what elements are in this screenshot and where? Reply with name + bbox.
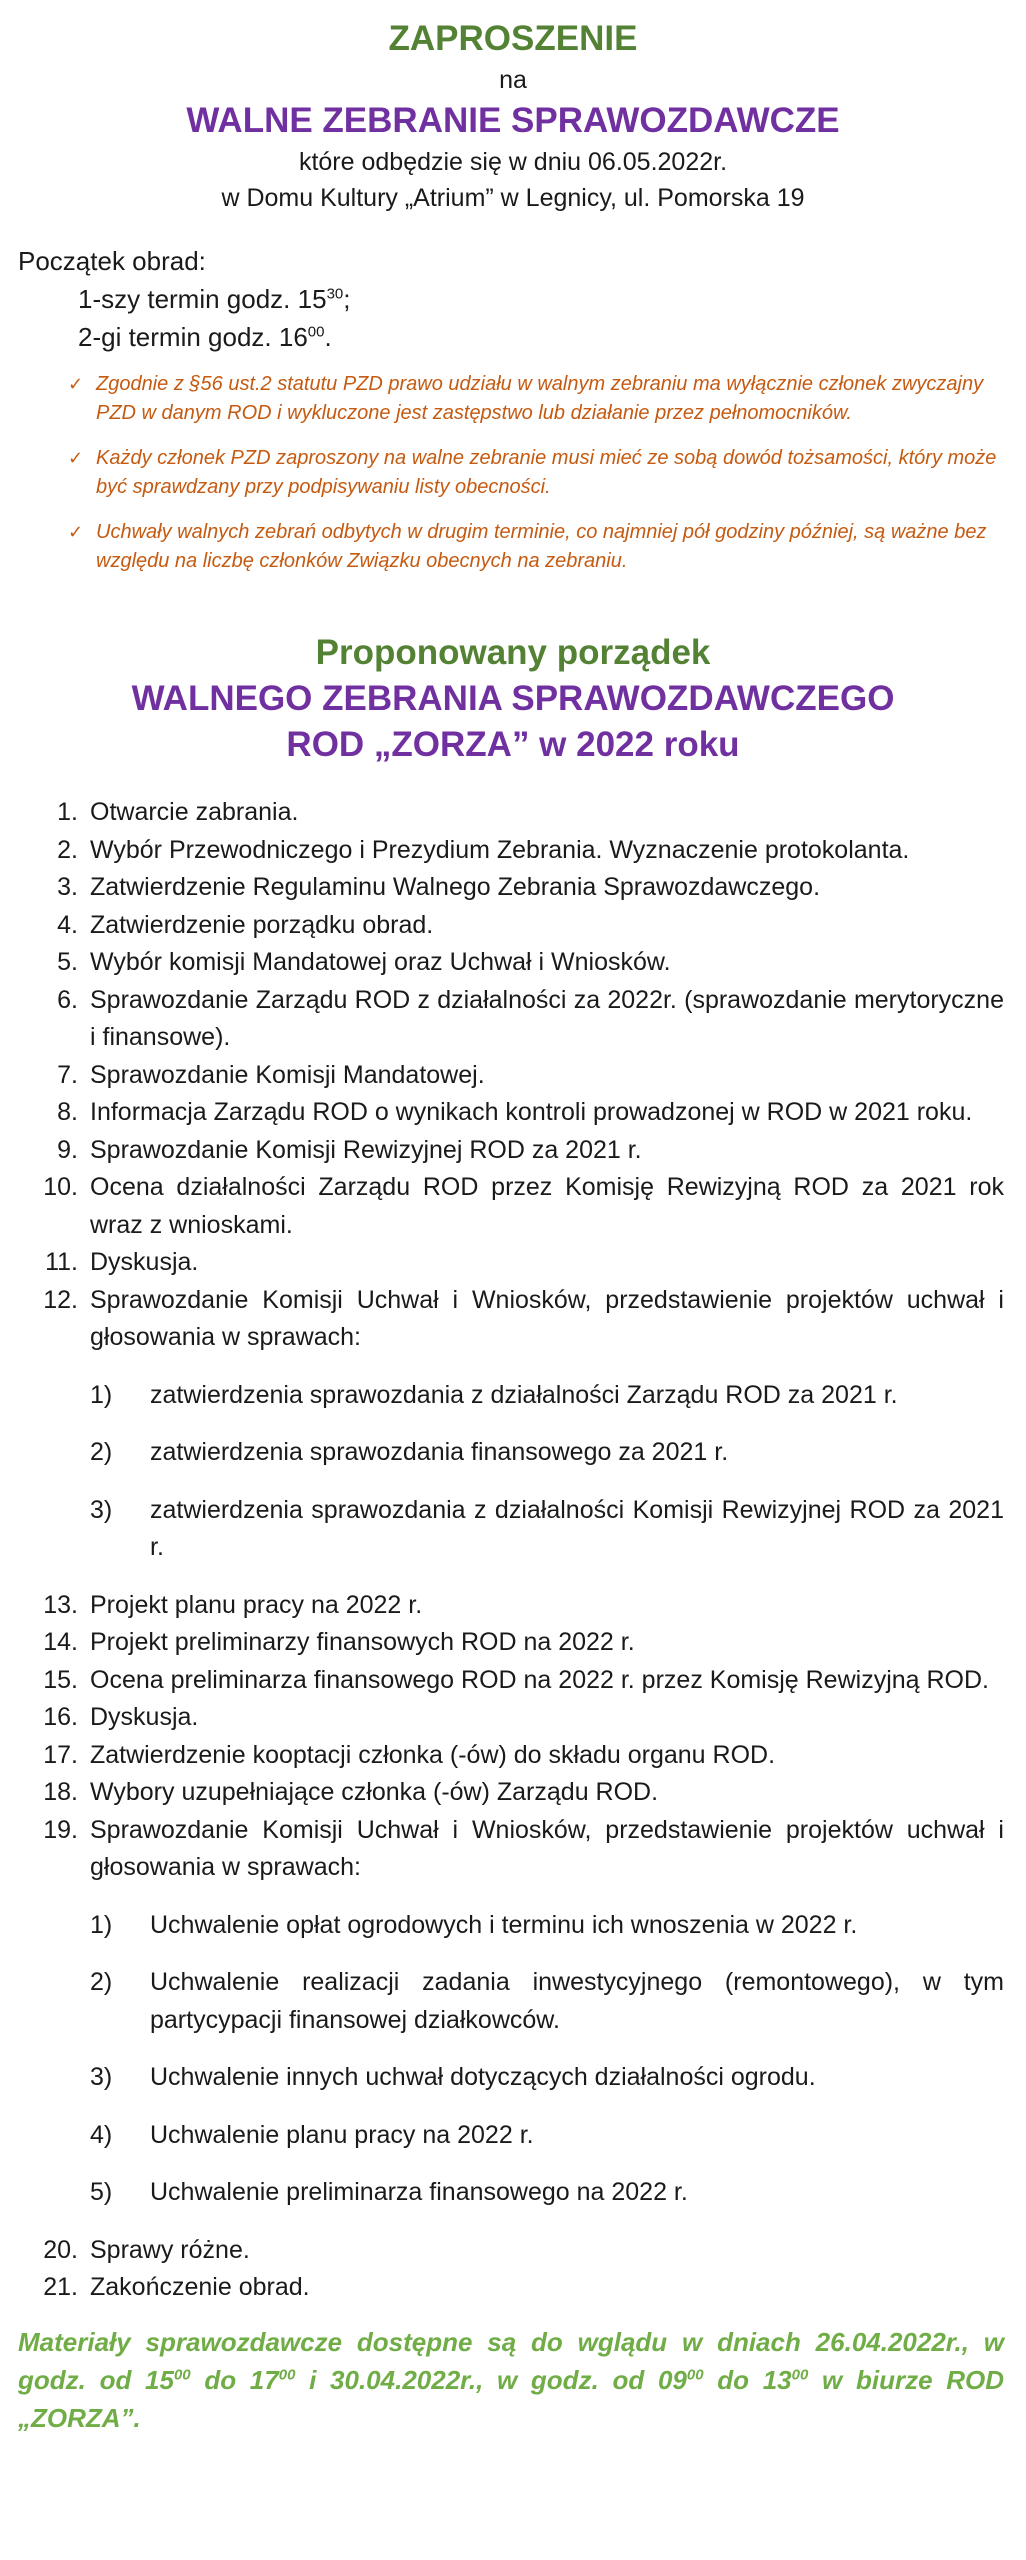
agenda-item-text: Otwarcie zabrania. — [90, 798, 299, 826]
agenda-item-number: 21. — [43, 2273, 78, 2301]
agenda-subitem-text: zatwierdzenia sprawozdania finansowego za 2021 r. — [150, 1438, 729, 1466]
agenda-item-text: Wybór komisji Mandatowej oraz Uchwał i Wniosków. — [90, 948, 671, 976]
materials-text-2: do 17 — [190, 2364, 279, 2395]
agenda-item-text: Ocena działalności Zarządu ROD przez Komisję Rewizyjną ROD za 2021 rok wraz z wnioskami. — [90, 1173, 1004, 1239]
agenda-item-text: Sprawozdanie Komisji Uchwał i Wniosków, przedstawienie projektów uchwał i głosowania w sprawach: — [90, 1815, 1004, 1881]
agenda-sublist — [18, 1377, 1008, 1567]
agenda-item-number: 10. — [43, 1173, 78, 1201]
check-icon: ✓ — [68, 522, 84, 542]
agenda-item-text: Sprawy różne. — [90, 2235, 250, 2264]
materials-sup-2: 00 — [278, 2365, 296, 2383]
agenda-item — [18, 1662, 1008, 1700]
invitation-header — [18, 16, 1008, 216]
agenda-item — [18, 2269, 1008, 2307]
agenda-item-text: Sprawozdanie Komisji Uchwał i Wniosków, przedstawienie projektów uchwał i głosowania w sprawach: — [90, 1285, 1004, 1351]
agenda-subitem — [18, 1492, 1008, 1567]
agenda-subitem-number: 2) — [90, 1438, 113, 1466]
first-term-minutes: 30 — [326, 285, 344, 303]
agenda-item — [18, 944, 1008, 982]
agenda-item — [18, 1094, 1008, 1132]
first-term-suffix: ; — [343, 284, 351, 314]
second-term-suffix: . — [324, 322, 332, 352]
start-times — [18, 242, 1008, 356]
second-term-text: 2-gi termin godz. 16 — [78, 322, 308, 352]
materials-sup-3: 00 — [686, 2365, 704, 2383]
agenda-item-text: Dyskusja. — [90, 1703, 199, 1731]
second-term — [18, 318, 1008, 356]
notes-list — [18, 370, 1008, 576]
agenda-item-number: 5. — [57, 948, 78, 976]
agenda-item — [18, 1244, 1008, 1282]
agenda-item — [18, 982, 1008, 1057]
agenda-item — [18, 794, 1008, 832]
agenda-item-number: 13. — [43, 1590, 78, 1619]
first-term — [18, 280, 1008, 318]
agenda-item-number: 2. — [57, 835, 78, 864]
note-text: Zgodnie z §56 ust.2 statutu PZD prawo udziału w walnym zebraniu ma wyłącznie członek zwyczajny PZD w danym ROD i wykluczone jest zastępstwo lub działanie przez pełnomocników. — [96, 373, 984, 424]
note-item — [68, 518, 998, 576]
agenda-item-text: Dyskusja. — [90, 1248, 199, 1276]
agenda-item-number: 6. — [57, 985, 78, 1014]
agenda-item-text: Wybory uzupełniające członka (-ów) Zarządu ROD. — [90, 1778, 659, 1806]
agenda-item — [18, 1132, 1008, 1170]
agenda-subitem-number: 1) — [90, 1380, 113, 1409]
agenda-heading — [18, 630, 1008, 768]
agenda-subitem-text: Uchwalenie opłat ogrodowych i terminu ich wnoszenia w 2022 r. — [150, 1910, 858, 1939]
agenda-item — [18, 1587, 1008, 1625]
agenda-item-number: 7. — [57, 1060, 78, 1089]
check-icon: ✓ — [68, 448, 84, 468]
agenda-subitem — [18, 2174, 1008, 2212]
invitation-na: na — [499, 66, 527, 94]
note-item — [68, 444, 998, 502]
agenda-item-text: Projekt preliminarzy finansowych ROD na 2022 r. — [90, 1628, 635, 1656]
agenda-item — [18, 832, 1008, 870]
agenda-item-number: 11. — [45, 1248, 78, 1276]
note-text: Każdy członek PZD zaproszony na walne zebranie musi mieć ze sobą dowód tożsamości, który może być sprawdzany przy podpisywaniu listy obecności. — [96, 447, 997, 498]
agenda-sublist — [18, 1907, 1008, 2212]
agenda-subitem — [18, 2059, 1008, 2097]
meeting-place: w Domu Kultury „Atrium” w Legnicy, ul. Pomorska 19 — [221, 184, 805, 212]
agenda-item-number: 16. — [43, 1703, 78, 1731]
agenda-item — [18, 1169, 1008, 1244]
agenda-subitem-text: Uchwalenie innych uchwał dotyczących działalności ogrodu. — [150, 2063, 816, 2091]
note-text: Uchwały walnych zebrań odbytych w drugim terminie, co najmniej pół godziny później, są ważne bez względu na liczbę członków Związku obecnych na zebraniu. — [96, 521, 987, 572]
materials-sup-4: 00 — [791, 2365, 809, 2383]
agenda-subitem-number: 2) — [90, 1968, 113, 1996]
materials-text-4: do 13 — [703, 2364, 792, 2395]
materials-text-1: Materiały sprawozdawcze dostępne są do wglądu w dniach 26.04.2022r., w godz. od 15 — [18, 2326, 1004, 2395]
agenda-subitem-number: 1) — [90, 1910, 113, 1939]
agenda-item — [18, 869, 1008, 907]
agenda-item-text: Zakończenie obrad. — [90, 2273, 310, 2301]
agenda-item-number: 17. — [43, 1740, 78, 1769]
agenda-item-text: Wybór Przewodniczego i Prezydium Zebrania. Wyznaczenie protokolanta. — [90, 835, 910, 864]
agenda-item-text: Zatwierdzenie kooptacji członka (-ów) do składu organu ROD. — [90, 1740, 776, 1769]
agenda-heading-line1: Proponowany porządek — [315, 633, 711, 672]
agenda-item-text: Sprawozdanie Zarządu ROD z działalności za 2022r. (sprawozdanie merytoryczne i finansowe). — [90, 985, 1004, 1051]
agenda-item — [18, 1699, 1008, 1737]
meeting-date: które odbędzie się w dniu 06.05.2022r. — [298, 148, 728, 176]
agenda-item-number: 20. — [43, 2235, 78, 2264]
agenda-item-number: 4. — [57, 910, 78, 939]
materials-text-5: w biurze ROD „ZORZA”. — [18, 2364, 1005, 2433]
agenda-item-text: Sprawozdanie Komisji Mandatowej. — [90, 1060, 485, 1089]
agenda-item-number: 15. — [43, 1665, 78, 1694]
agenda-subitem-text: zatwierdzenia sprawozdania z działalności Komisji Rewizyjnej ROD za 2021 r. — [150, 1495, 1004, 1561]
agenda-subitem — [18, 1377, 1008, 1415]
agenda-item-text: Zatwierdzenie porządku obrad. — [90, 910, 434, 939]
agenda-subitem-text: Uchwalenie realizacji zadania inwestycyjnego (remontowego), w tym partycypacji finansowej działkowców. — [150, 1968, 1004, 2034]
agenda-item — [18, 1282, 1008, 1357]
agenda-item-number: 1. — [57, 798, 78, 826]
agenda-item-text: Sprawozdanie Komisji Rewizyjnej ROD za 2021 r. — [90, 1135, 642, 1164]
agenda-subitem-number: 4) — [90, 2120, 113, 2149]
agenda-item — [18, 1774, 1008, 1812]
agenda-item — [18, 907, 1008, 945]
check-icon: ✓ — [68, 374, 84, 394]
agenda-subitem — [18, 1964, 1008, 2039]
agenda-item-number: 3. — [57, 873, 78, 901]
agenda-item — [18, 2232, 1008, 2270]
materials-note — [18, 2323, 1008, 2437]
meeting-name: WALNE ZEBRANIE SPRAWOZDAWCZE — [186, 101, 840, 140]
start-label: Początek obrad: — [18, 246, 206, 276]
agenda-subitem-number: 3) — [90, 1495, 113, 1524]
agenda-item-number: 9. — [57, 1135, 78, 1164]
second-term-minutes: 00 — [307, 323, 325, 341]
materials-sup-1: 00 — [173, 2365, 191, 2383]
agenda-item — [18, 1057, 1008, 1095]
agenda-item-text: Ocena preliminarza finansowego ROD na 2022 r. przez Komisję Rewizyjną ROD. — [90, 1665, 989, 1694]
agenda-item-number: 8. — [57, 1098, 78, 1126]
agenda-subitem — [18, 1907, 1008, 1945]
agenda-item — [18, 1812, 1008, 1887]
materials-text-3: i 30.04.2022r., w godz. od 09 — [295, 2364, 687, 2395]
agenda-subitem-text: Uchwalenie preliminarza finansowego na 2022 r. — [150, 2178, 688, 2206]
first-term-text: 1-szy termin godz. 15 — [78, 284, 327, 314]
agenda-item — [18, 1737, 1008, 1775]
agenda-item-text: Zatwierdzenie Regulaminu Walnego Zebrania Sprawozdawczego. — [90, 873, 821, 901]
invitation-title: ZAPROSZENIE — [388, 19, 638, 58]
agenda-item — [18, 1624, 1008, 1662]
agenda-subitem-number: 5) — [90, 2178, 113, 2206]
agenda-item-number: 14. — [43, 1628, 78, 1656]
note-item — [68, 370, 998, 428]
agenda-subitem-text: zatwierdzenia sprawozdania z działalności Zarządu ROD za 2021 r. — [150, 1380, 898, 1409]
agenda-subitem-text: Uchwalenie planu pracy na 2022 r. — [150, 2120, 534, 2149]
agenda-heading-line3: ROD „ZORZA” w 2022 roku — [286, 725, 740, 764]
agenda-heading-line2: WALNEGO ZEBRANIA SPRAWOZDAWCZEGO — [131, 679, 895, 718]
agenda-subitem — [18, 1434, 1008, 1472]
agenda-subitem — [18, 2117, 1008, 2155]
agenda-list — [18, 794, 1008, 2307]
agenda-subitem-number: 3) — [90, 2063, 113, 2091]
agenda-item-number: 19. — [43, 1815, 78, 1844]
agenda-item-number: 12. — [43, 1285, 78, 1314]
agenda-item-text: Projekt planu pracy na 2022 r. — [90, 1590, 423, 1619]
agenda-item-number: 18. — [43, 1778, 78, 1806]
agenda-item-text: Informacja Zarządu ROD o wynikach kontroli prowadzonej w ROD w 2021 roku. — [90, 1098, 973, 1126]
